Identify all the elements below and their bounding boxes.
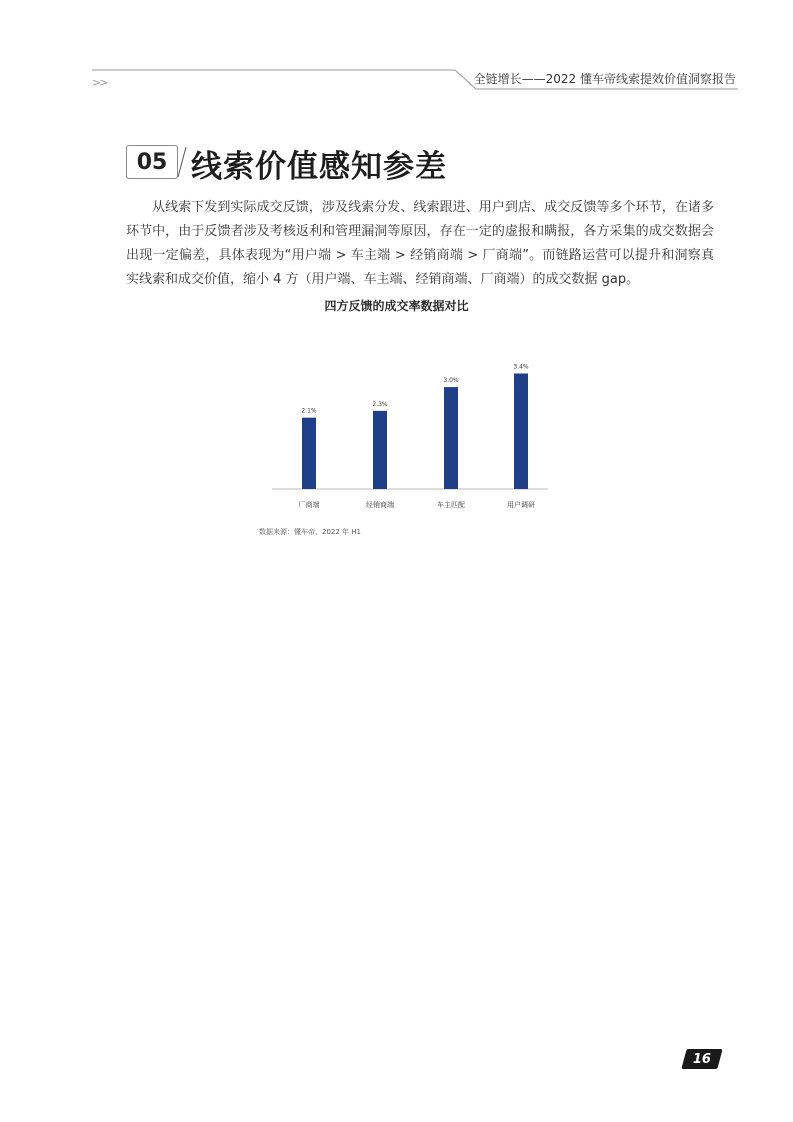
x-tick-label: 经销商端 bbox=[366, 501, 394, 509]
section-title: 线索价值感知参差 bbox=[191, 149, 447, 185]
chart-source: 数据来源：懂车帝，2022 年 H1 bbox=[259, 528, 361, 536]
section-number: 05 bbox=[126, 145, 178, 179]
bar-1 bbox=[302, 418, 316, 489]
chart-title: 四方反馈的成交率数据对比 bbox=[324, 299, 469, 313]
x-tick-label: 用户调研 bbox=[507, 501, 535, 509]
bar-value-label: 3.0% bbox=[443, 377, 459, 385]
bar-value-label: 2.3% bbox=[372, 400, 388, 408]
bar-4 bbox=[514, 373, 528, 489]
chevron-icon: >> bbox=[92, 76, 107, 89]
bar-3 bbox=[444, 387, 458, 489]
body-paragraph: 从线索下发到实际成交反馈，涉及线索分发、线索跟进、用户到店、成交反馈等多个环节，在诸多环节中，由于反馈者涉及考核返利和管理漏洞等原因，存在一定的虚报和瞒报，各方采集的成交数据会出现一定偏差，具体表现为“用户端 > 车主端 > 经销商端 > 厂商端”。而链路运营可以提升和洞察真实线索和成交价值，缩小 4 方（用户端、车主端、经销商端、厂商端）的成交数据 gap。 bbox=[126, 200, 714, 287]
bar-chart bbox=[0, 0, 793, 560]
bar-2 bbox=[373, 411, 387, 489]
x-tick-label: 车主匹配 bbox=[437, 501, 465, 509]
bar-value-label: 3.4% bbox=[513, 363, 529, 371]
x-tick-label: 厂商端 bbox=[298, 501, 320, 509]
bar-value-label: 2.1% bbox=[301, 407, 317, 415]
report-title: 全链增长——2022 懂车帝线索提效价值洞察报告 bbox=[473, 72, 736, 86]
page-number: 16 bbox=[692, 1051, 712, 1067]
page-number-badge bbox=[681, 1049, 722, 1069]
